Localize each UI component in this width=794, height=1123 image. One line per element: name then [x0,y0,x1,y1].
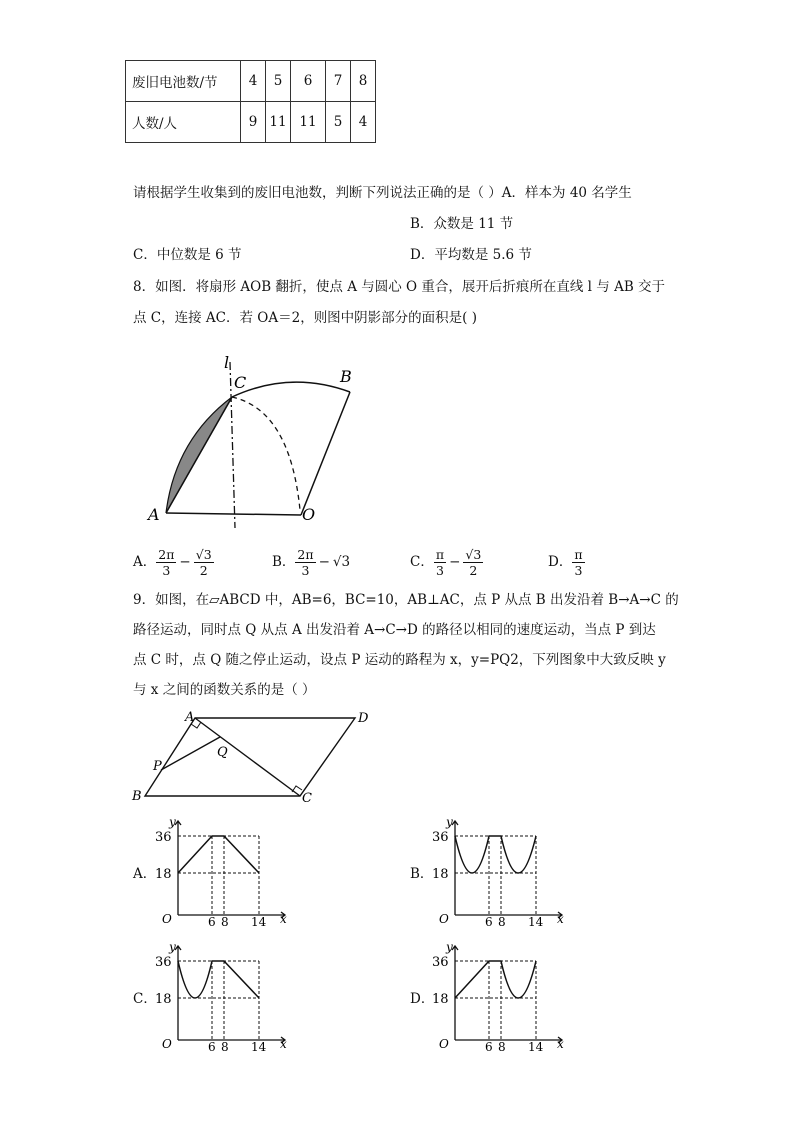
q7-stem: 请根据学生收集到的废旧电池数，判断下列说法正确的是（ ）A．样本为 40 名学生 [133,185,632,201]
fraction [295,547,315,578]
parallelogram-figure [128,708,378,808]
origin: O [162,912,172,926]
segment-ac [166,397,232,513]
label-c: C [302,791,312,806]
fraction [194,547,214,578]
segment-ao [166,513,301,515]
y-label: y [446,815,453,829]
x-label: x [557,912,564,926]
q8-option-b [272,544,350,580]
graph-option-d-label: D． [410,991,435,1007]
frac-den: 3 [435,562,444,578]
tick-18: 18 [155,867,172,882]
fold-arc [232,397,300,510]
tick-6: 6 [485,915,493,929]
frac-num: 2π [297,546,314,562]
frac-den: 2 [199,562,208,578]
frac-num: √3 [195,546,212,562]
q7-option-d: D．平均数是 5.6 节 [410,247,532,263]
tick-18: 18 [432,867,449,882]
q9-line-4: 与 x 之间的函数关系的是（ ） [133,682,316,698]
table-row [126,61,376,102]
minus: − [318,554,330,570]
table-cell: 7 [326,61,351,102]
graph-b [427,815,572,930]
tick-36: 36 [155,830,172,845]
tick-18: 18 [432,992,449,1007]
q8-line-1: 8．如图．将扇形 AOB 翻折，使点 A 与圆心 O 重合，展开后折痕所在直线 l 与 AB 交于 [133,279,666,295]
graph-option-b-label: B． [410,866,434,882]
tick-36: 36 [155,955,172,970]
label-d: D [358,711,369,726]
tick-14: 14 [251,1040,267,1054]
label-b: B [340,367,352,386]
frac-den: 2 [469,562,478,578]
table-row-label: 人数/人 [126,102,241,143]
diagonal-ac [195,718,300,796]
tick-8: 8 [498,1040,506,1054]
frac-num: 2π [158,546,175,562]
fraction [463,547,483,578]
y-label: y [169,815,176,829]
origin: O [439,912,449,926]
table-cell: 8 [351,61,376,102]
table-cell: 9 [241,102,266,143]
tick-14: 14 [528,1040,544,1054]
tick-18: 18 [155,992,172,1007]
tick-14: 14 [528,915,544,929]
q9-line-2: 路径运动，同时点 Q 从点 A 出发沿着 A→C→D 的路径以相同的速度运动，当点 P 到达 [133,622,656,638]
origin: O [439,1037,449,1051]
frac-den: 3 [162,562,171,578]
table-cell: 5 [266,61,291,102]
curve [455,961,536,998]
segment-pq [161,737,220,770]
curve [455,836,536,873]
frac-num: π [435,546,445,562]
origin: O [162,1037,172,1051]
label-p: P [153,759,162,774]
battery-table [125,60,376,143]
tick-36: 36 [432,955,449,970]
label-q: Q [217,745,228,760]
x-label: x [280,1037,287,1051]
table-cell: 11 [291,102,326,143]
q9-line-1: 9．如图，在▱ABCD 中，AB=6，BC=10，AB⊥AC，点 P 从点 B 出发沿着 B→A→C 的 [133,592,679,608]
curve [178,961,259,998]
table-cell: 4 [351,102,376,143]
q8-option-c-prefix: C． [410,554,434,570]
tick-6: 6 [208,1040,216,1054]
tick-8: 8 [498,915,506,929]
y-label: y [169,940,176,954]
q8-option-d [548,544,585,580]
graph-c [150,940,295,1055]
label-a: A [148,505,160,524]
fraction [434,547,446,578]
minus: − [179,554,191,570]
table-cell: 4 [241,61,266,102]
label-o: O [302,505,316,524]
sqrt-value: √3 [332,554,351,570]
tick-14: 14 [251,915,267,929]
table-cell: 5 [326,102,351,143]
sector-figure [140,350,380,535]
q8-line-2: 点 C，连接 AC．若 OA＝2，则图中阴影部分的面积是( ) [133,310,478,326]
q8-option-a-prefix: A． [133,554,157,570]
tick-8: 8 [221,915,229,929]
graph-option-c-label: C． [133,991,157,1007]
frac-num: √3 [465,546,482,562]
graph-a [150,815,295,930]
frac-num: π [574,546,583,562]
q8-option-b-prefix: B． [272,554,296,570]
q7-option-c: C．中位数是 6 节 [133,247,242,263]
q8-option-a [133,544,214,580]
q8-option-d-prefix: D． [548,554,573,570]
tick-6: 6 [485,1040,493,1054]
tick-6: 6 [208,915,216,929]
label-c: C [234,373,247,392]
graph-d [427,940,572,1055]
label-a: A [185,710,195,725]
graph-option-a-label: A． [133,866,157,882]
curve [178,836,259,873]
frac-den: 3 [301,562,310,578]
x-label: x [557,1037,564,1051]
fraction [156,547,176,578]
q9-line-3: 点 C 时，点 Q 随之停止运动，设点 P 运动的路程为 x，y=PQ2，下列图象中大致反映 y [133,652,666,668]
segment-ob [301,392,350,515]
table-cell: 6 [291,61,326,102]
label-b: B [132,789,142,804]
tick-8: 8 [221,1040,229,1054]
x-label: x [280,912,287,926]
label-l: l [224,353,230,372]
arc-cb [232,382,350,397]
q8-option-c [410,544,483,580]
fraction [572,547,584,578]
y-label: y [446,940,453,954]
frac-den: 3 [574,562,583,578]
tick-36: 36 [432,830,449,845]
minus: − [449,554,461,570]
q7-option-b: B．众数是 11 节 [410,216,514,232]
table-row [126,102,376,143]
table-row-label: 废旧电池数/节 [126,61,241,102]
parallelogram-abcd [145,718,355,796]
table-cell: 11 [266,102,291,143]
